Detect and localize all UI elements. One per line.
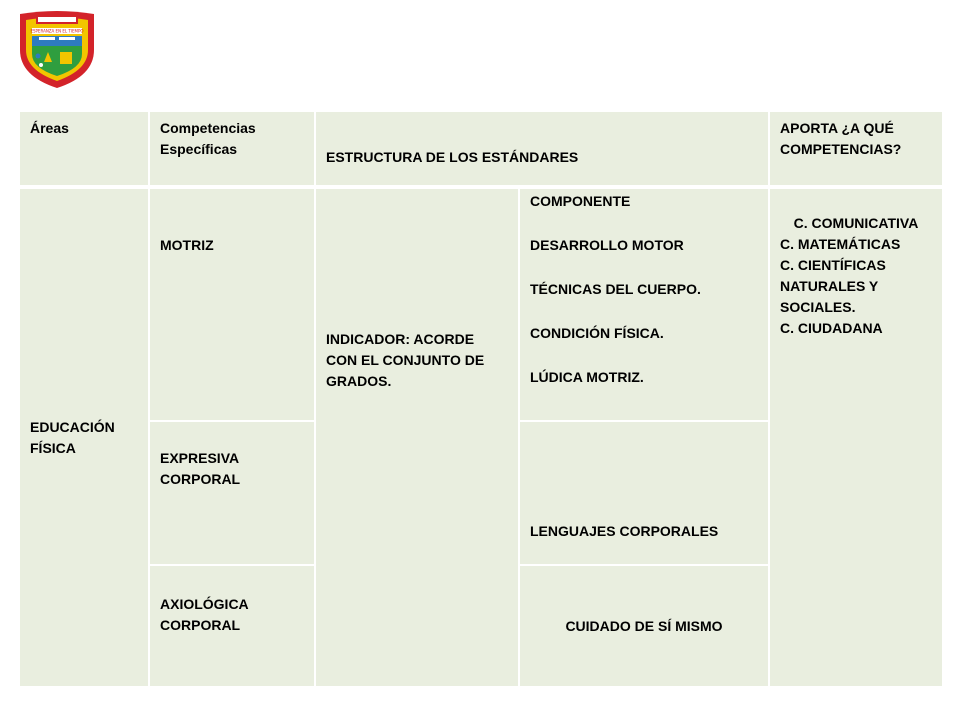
cuidado-text: CUIDADO DE SÍ MISMO: [565, 617, 723, 634]
aporta-comunicativa: C. COMUNICATIVA: [793, 215, 919, 231]
indicador-text: INDICADOR: ACORDE CON EL CONJUNTO DE GRADOS.: [326, 331, 485, 389]
competencia-axiologica: [149, 565, 315, 687]
indicador-cell: [315, 187, 519, 687]
aporta-ciudadana: C. CIUDADANA: [780, 320, 883, 336]
componente-tecnicas: TÉCNICAS DEL CUERPO.: [530, 281, 701, 297]
header-areas: [19, 111, 149, 187]
componente-desarrollo-motor: DESARROLLO MOTOR: [530, 237, 684, 253]
cuidado-cell: [519, 565, 769, 687]
header-estructura-text: ESTRUCTURA DE LOS ESTÁNDARES: [326, 149, 579, 165]
competencia-axiologica-text: AXIOLÓGICA CORPORAL: [160, 596, 249, 633]
header-aporta-line2: COMPETENCIAS?: [780, 141, 902, 157]
svg-text:ESPERANZA EN EL TIEMPO: ESPERANZA EN EL TIEMPO: [30, 28, 84, 34]
header-aporta: [769, 111, 943, 187]
header-estructura: [315, 111, 769, 187]
competencia-expresiva: [149, 421, 315, 565]
componentes-cell: [519, 187, 769, 421]
standards-table: [18, 110, 944, 688]
componente-ludica: LÚDICA MOTRIZ.: [530, 369, 644, 385]
area-text: EDUCACIÓN FÍSICA: [30, 418, 115, 456]
componente-condicion: CONDICIÓN FÍSICA.: [530, 325, 664, 341]
area-cell: [19, 187, 149, 687]
competencia-motriz: [149, 187, 315, 421]
aporta-matematicas: C. MATEMÁTICAS: [780, 236, 901, 252]
header-competencias: [149, 111, 315, 187]
header-competencias-line1: Competencias: [160, 120, 256, 136]
competencia-expresiva-text: EXPRESIVA CORPORAL: [160, 450, 241, 487]
header-areas-text: Áreas: [30, 120, 69, 136]
lenguajes-cell: [519, 421, 769, 565]
competencia-motriz-text: MOTRIZ: [160, 237, 214, 253]
school-crest-logo: [14, 10, 100, 90]
aporta-cell: [769, 187, 943, 687]
lenguajes-text: LENGUAJES CORPORALES: [530, 523, 719, 539]
componente-heading: COMPONENTE: [530, 193, 631, 209]
header-aporta-line1: APORTA ¿A QUÉ: [780, 120, 894, 136]
header-competencias-line2: Específicas: [160, 141, 238, 157]
aporta-cientificas: C. CIENTÍFICAS NATURALES Y SOCIALES.: [780, 257, 886, 315]
